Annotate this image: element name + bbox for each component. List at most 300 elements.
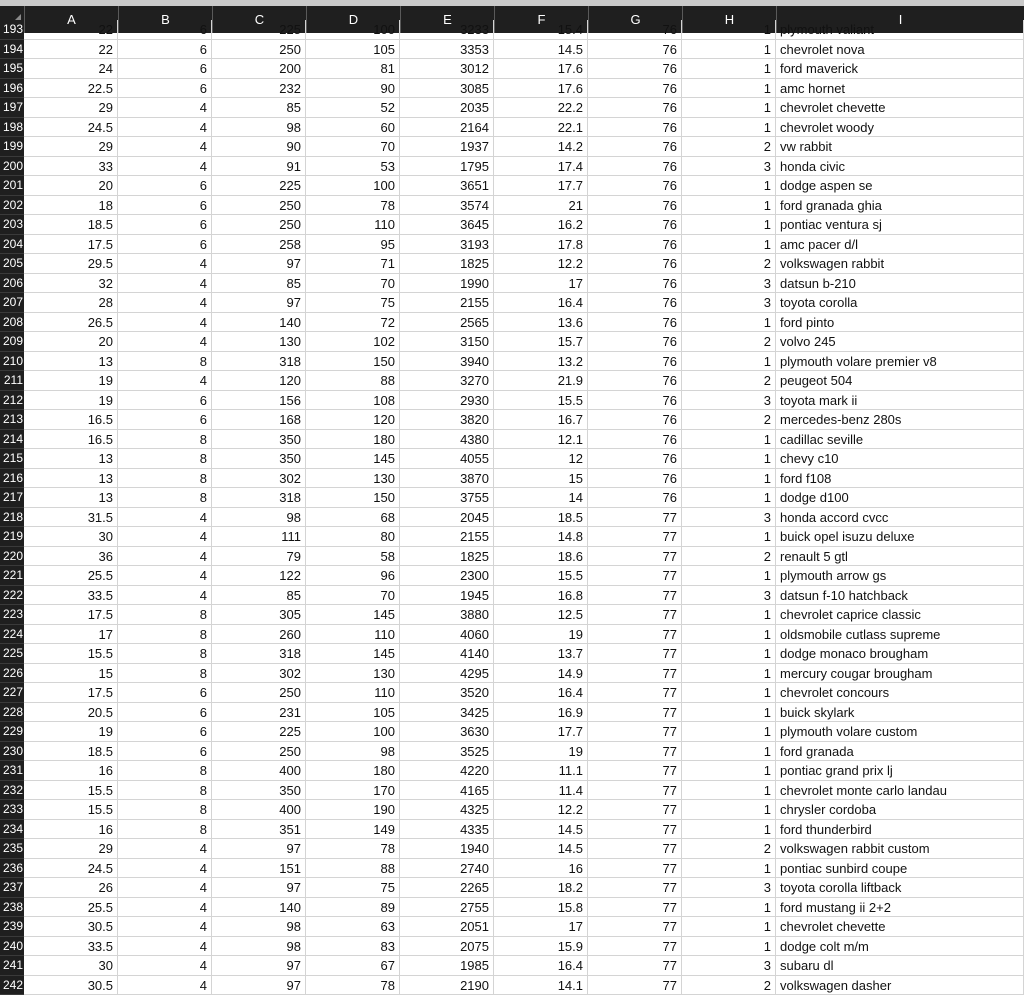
cell-c[interactable]: 91	[212, 157, 306, 177]
cell-b[interactable]: 4	[118, 898, 212, 918]
cell-c[interactable]: 111	[212, 527, 306, 547]
cell-g[interactable]: 77	[588, 917, 682, 937]
cell-h[interactable]: 1	[682, 449, 776, 469]
row-header[interactable]	[0, 293, 24, 313]
cell-c[interactable]: 98	[212, 937, 306, 957]
cell-c[interactable]: 90	[212, 137, 306, 157]
cell-c[interactable]: 85	[212, 274, 306, 294]
cell-e[interactable]: 4325	[400, 800, 494, 820]
cell-i[interactable]: peugeot 504	[776, 371, 1024, 391]
cell-g[interactable]: 77	[588, 761, 682, 781]
cell-f[interactable]: 17.8	[494, 235, 588, 255]
cell-e[interactable]: 3940	[400, 352, 494, 372]
cell-a[interactable]: 36	[24, 547, 118, 567]
cell-a[interactable]: 31.5	[24, 508, 118, 528]
cell-d[interactable]: 108	[306, 391, 400, 411]
row-header[interactable]	[0, 683, 24, 703]
cell-h[interactable]: 3	[682, 391, 776, 411]
cell-b[interactable]: 4	[118, 566, 212, 586]
cell-g[interactable]: 77	[588, 859, 682, 879]
cell-b[interactable]: 4	[118, 839, 212, 859]
cell-i[interactable]: datsun f-10 hatchback	[776, 586, 1024, 606]
cell-e[interactable]: 1940	[400, 839, 494, 859]
cell-e[interactable]: 3880	[400, 605, 494, 625]
cell-a[interactable]: 29.5	[24, 254, 118, 274]
cell-i[interactable]: renault 5 gtl	[776, 547, 1024, 567]
cell-c[interactable]: 98	[212, 118, 306, 138]
cell-c[interactable]: 250	[212, 683, 306, 703]
cell-a[interactable]: 20.5	[24, 703, 118, 723]
cell-i[interactable]: volkswagen dasher	[776, 976, 1024, 995]
cell-f[interactable]: 16.2	[494, 215, 588, 235]
cell-e[interactable]: 3525	[400, 742, 494, 762]
cell-g[interactable]: 76	[588, 274, 682, 294]
cell-i[interactable]: ford granada ghia	[776, 196, 1024, 216]
column-header-e[interactable]: E	[400, 6, 494, 33]
cell-c[interactable]: 250	[212, 742, 306, 762]
cell-a[interactable]: 20	[24, 332, 118, 352]
cell-e[interactable]: 3820	[400, 410, 494, 430]
row-header[interactable]	[0, 722, 24, 742]
cell-f[interactable]: 17.6	[494, 79, 588, 99]
cell-f[interactable]: 16.4	[494, 683, 588, 703]
row-header[interactable]	[0, 605, 24, 625]
cell-f[interactable]: 12.1	[494, 430, 588, 450]
column-header-b[interactable]: B	[118, 6, 212, 33]
cell-f[interactable]: 17.6	[494, 59, 588, 79]
row-header[interactable]	[0, 859, 24, 879]
cell-f[interactable]: 12.5	[494, 605, 588, 625]
cell-g[interactable]: 77	[588, 508, 682, 528]
cell-c[interactable]: 305	[212, 605, 306, 625]
cell-g[interactable]: 76	[588, 469, 682, 489]
cell-c[interactable]: 85	[212, 586, 306, 606]
cell-h[interactable]: 1	[682, 469, 776, 489]
cell-c[interactable]: 225	[212, 722, 306, 742]
cell-i[interactable]: chevrolet chevette	[776, 917, 1024, 937]
cell-d[interactable]: 102	[306, 332, 400, 352]
row-header[interactable]	[0, 332, 24, 352]
cell-b[interactable]: 8	[118, 605, 212, 625]
cell-i[interactable]: ford maverick	[776, 59, 1024, 79]
cell-e[interactable]: 2155	[400, 527, 494, 547]
cell-b[interactable]: 8	[118, 625, 212, 645]
cell-a[interactable]: 13	[24, 488, 118, 508]
cell-h[interactable]: 2	[682, 254, 776, 274]
cell-d[interactable]: 110	[306, 683, 400, 703]
cell-g[interactable]: 77	[588, 664, 682, 684]
cell-g[interactable]: 76	[588, 254, 682, 274]
cell-b[interactable]: 4	[118, 254, 212, 274]
cell-f[interactable]: 14.9	[494, 664, 588, 684]
row-header[interactable]	[0, 781, 24, 801]
cell-h[interactable]: 1	[682, 859, 776, 879]
cell-i[interactable]: plymouth valiant	[776, 20, 1024, 40]
cell-h[interactable]: 1	[682, 488, 776, 508]
cell-g[interactable]: 77	[588, 781, 682, 801]
cell-e[interactable]: 2190	[400, 976, 494, 995]
row-header[interactable]	[0, 235, 24, 255]
row-header[interactable]	[0, 196, 24, 216]
cell-i[interactable]: buick opel isuzu deluxe	[776, 527, 1024, 547]
cell-e[interactable]: 4335	[400, 820, 494, 840]
cell-i[interactable]: cadillac seville	[776, 430, 1024, 450]
row-header[interactable]	[0, 430, 24, 450]
cell-g[interactable]: 76	[588, 40, 682, 60]
cell-e[interactable]: 2045	[400, 508, 494, 528]
cell-b[interactable]: 8	[118, 644, 212, 664]
cell-d[interactable]: 100	[306, 722, 400, 742]
cell-a[interactable]: 24.5	[24, 118, 118, 138]
cell-i[interactable]: toyota mark ii	[776, 391, 1024, 411]
cell-i[interactable]: chevrolet woody	[776, 118, 1024, 138]
cell-f[interactable]: 14.1	[494, 976, 588, 995]
cell-f[interactable]: 18.5	[494, 508, 588, 528]
cell-h[interactable]: 1	[682, 722, 776, 742]
cell-c[interactable]: 97	[212, 976, 306, 995]
cell-g[interactable]: 76	[588, 20, 682, 40]
cell-d[interactable]: 72	[306, 313, 400, 333]
cell-a[interactable]: 24	[24, 59, 118, 79]
cell-b[interactable]: 4	[118, 527, 212, 547]
cell-a[interactable]: 18	[24, 196, 118, 216]
cell-e[interactable]: 1825	[400, 254, 494, 274]
cell-g[interactable]: 77	[588, 839, 682, 859]
cell-d[interactable]: 78	[306, 976, 400, 995]
cell-c[interactable]: 140	[212, 313, 306, 333]
cell-c[interactable]: 400	[212, 761, 306, 781]
cell-b[interactable]: 6	[118, 79, 212, 99]
cell-a[interactable]: 16	[24, 820, 118, 840]
cell-a[interactable]: 16.5	[24, 430, 118, 450]
cell-h[interactable]: 3	[682, 586, 776, 606]
row-header[interactable]	[0, 917, 24, 937]
cell-a[interactable]: 17.5	[24, 235, 118, 255]
cell-f[interactable]: 19	[494, 625, 588, 645]
column-header-g[interactable]: G	[588, 6, 682, 33]
cell-c[interactable]: 97	[212, 878, 306, 898]
cell-a[interactable]: 20	[24, 176, 118, 196]
column-header-f[interactable]: F	[494, 6, 588, 33]
cell-c[interactable]: 98	[212, 917, 306, 937]
cell-b[interactable]: 8	[118, 800, 212, 820]
cell-b[interactable]: 6	[118, 215, 212, 235]
cell-g[interactable]: 76	[588, 137, 682, 157]
cell-d[interactable]: 88	[306, 859, 400, 879]
column-header-i[interactable]: I	[776, 6, 1024, 33]
row-header[interactable]	[0, 488, 24, 508]
cell-g[interactable]: 76	[588, 196, 682, 216]
cell-e[interactable]: 4140	[400, 644, 494, 664]
cell-h[interactable]: 2	[682, 332, 776, 352]
cell-c[interactable]: 250	[212, 215, 306, 235]
cell-e[interactable]: 3645	[400, 215, 494, 235]
cell-f[interactable]: 12.2	[494, 800, 588, 820]
cell-d[interactable]: 110	[306, 625, 400, 645]
cell-a[interactable]: 30	[24, 956, 118, 976]
row-header[interactable]	[0, 839, 24, 859]
cell-f[interactable]: 18.2	[494, 878, 588, 898]
cell-i[interactable]: dodge monaco brougham	[776, 644, 1024, 664]
row-header[interactable]	[0, 625, 24, 645]
cell-h[interactable]: 2	[682, 371, 776, 391]
cell-f[interactable]: 16.7	[494, 410, 588, 430]
cell-i[interactable]: ford mustang ii 2+2	[776, 898, 1024, 918]
cell-d[interactable]: 75	[306, 878, 400, 898]
cell-e[interactable]: 2300	[400, 566, 494, 586]
cell-c[interactable]: 140	[212, 898, 306, 918]
cell-h[interactable]: 2	[682, 839, 776, 859]
cell-e[interactable]: 2930	[400, 391, 494, 411]
cell-d[interactable]: 70	[306, 274, 400, 294]
cell-e[interactable]: 1937	[400, 137, 494, 157]
cell-h[interactable]: 1	[682, 196, 776, 216]
cell-g[interactable]: 76	[588, 391, 682, 411]
cell-i[interactable]: honda accord cvcc	[776, 508, 1024, 528]
cell-c[interactable]: 350	[212, 781, 306, 801]
cell-a[interactable]: 19	[24, 391, 118, 411]
cell-i[interactable]: dodge d100	[776, 488, 1024, 508]
cell-e[interactable]: 3012	[400, 59, 494, 79]
cell-i[interactable]: dodge aspen se	[776, 176, 1024, 196]
cell-d[interactable]: 58	[306, 547, 400, 567]
cell-b[interactable]: 4	[118, 976, 212, 995]
cell-f[interactable]: 13.6	[494, 313, 588, 333]
spreadsheet-grid[interactable]	[0, 6, 1024, 985]
cell-d[interactable]: 89	[306, 898, 400, 918]
cell-h[interactable]: 2	[682, 137, 776, 157]
cell-c[interactable]: 225	[212, 20, 306, 40]
cell-g[interactable]: 77	[588, 976, 682, 995]
cell-i[interactable]: toyota corolla liftback	[776, 878, 1024, 898]
cell-b[interactable]: 8	[118, 820, 212, 840]
cell-e[interactable]: 3150	[400, 332, 494, 352]
cell-c[interactable]: 232	[212, 79, 306, 99]
cell-b[interactable]: 6	[118, 59, 212, 79]
cell-d[interactable]: 80	[306, 527, 400, 547]
cell-d[interactable]: 145	[306, 644, 400, 664]
cell-h[interactable]: 1	[682, 820, 776, 840]
cell-c[interactable]: 97	[212, 254, 306, 274]
cell-i[interactable]: ford thunderbird	[776, 820, 1024, 840]
cell-f[interactable]: 14.5	[494, 40, 588, 60]
cell-g[interactable]: 76	[588, 157, 682, 177]
cell-b[interactable]: 4	[118, 118, 212, 138]
cell-a[interactable]: 28	[24, 293, 118, 313]
row-header[interactable]	[0, 137, 24, 157]
cell-c[interactable]: 97	[212, 956, 306, 976]
cell-f[interactable]: 21.9	[494, 371, 588, 391]
column-header-h[interactable]: H	[682, 6, 776, 33]
cell-h[interactable]: 1	[682, 644, 776, 664]
cell-f[interactable]: 14.8	[494, 527, 588, 547]
cell-e[interactable]: 3520	[400, 683, 494, 703]
cell-d[interactable]: 95	[306, 235, 400, 255]
cell-h[interactable]: 1	[682, 781, 776, 801]
cell-g[interactable]: 77	[588, 742, 682, 762]
cell-e[interactable]: 4060	[400, 625, 494, 645]
cell-e[interactable]: 2755	[400, 898, 494, 918]
cell-d[interactable]: 105	[306, 703, 400, 723]
cell-c[interactable]: 97	[212, 293, 306, 313]
cell-f[interactable]: 16.4	[494, 293, 588, 313]
row-header[interactable]	[0, 274, 24, 294]
cell-d[interactable]: 180	[306, 430, 400, 450]
cell-h[interactable]: 1	[682, 917, 776, 937]
cell-d[interactable]: 149	[306, 820, 400, 840]
cell-c[interactable]: 85	[212, 98, 306, 118]
cell-d[interactable]: 52	[306, 98, 400, 118]
cell-f[interactable]: 22.2	[494, 98, 588, 118]
cell-i[interactable]: toyota corolla	[776, 293, 1024, 313]
cell-b[interactable]: 6	[118, 196, 212, 216]
cell-b[interactable]: 4	[118, 859, 212, 879]
cell-i[interactable]: oldsmobile cutlass supreme	[776, 625, 1024, 645]
cell-e[interactable]: 2075	[400, 937, 494, 957]
cell-a[interactable]: 15.5	[24, 800, 118, 820]
cell-e[interactable]: 3353	[400, 40, 494, 60]
cell-a[interactable]: 15.5	[24, 781, 118, 801]
cell-b[interactable]: 6	[118, 683, 212, 703]
cell-h[interactable]: 1	[682, 235, 776, 255]
cell-i[interactable]: honda civic	[776, 157, 1024, 177]
cell-g[interactable]: 77	[588, 586, 682, 606]
cell-h[interactable]: 1	[682, 625, 776, 645]
cell-f[interactable]: 14.2	[494, 137, 588, 157]
cell-a[interactable]: 32	[24, 274, 118, 294]
cell-h[interactable]: 1	[682, 683, 776, 703]
cell-h[interactable]: 1	[682, 430, 776, 450]
cell-d[interactable]: 190	[306, 800, 400, 820]
cell-i[interactable]: chevrolet caprice classic	[776, 605, 1024, 625]
cell-h[interactable]: 1	[682, 352, 776, 372]
cell-c[interactable]: 350	[212, 449, 306, 469]
row-header[interactable]	[0, 527, 24, 547]
cell-g[interactable]: 76	[588, 59, 682, 79]
cell-b[interactable]: 4	[118, 937, 212, 957]
cell-c[interactable]: 225	[212, 176, 306, 196]
cell-g[interactable]: 77	[588, 820, 682, 840]
cell-c[interactable]: 120	[212, 371, 306, 391]
cell-d[interactable]: 70	[306, 137, 400, 157]
cell-i[interactable]: pontiac ventura sj	[776, 215, 1024, 235]
cell-h[interactable]: 3	[682, 157, 776, 177]
cell-b[interactable]: 4	[118, 586, 212, 606]
cell-h[interactable]: 1	[682, 742, 776, 762]
cell-c[interactable]: 258	[212, 235, 306, 255]
cell-e[interactable]: 1945	[400, 586, 494, 606]
cell-d[interactable]: 88	[306, 371, 400, 391]
cell-e[interactable]: 4295	[400, 664, 494, 684]
row-header[interactable]	[0, 79, 24, 99]
cell-h[interactable]: 3	[682, 878, 776, 898]
cell-a[interactable]: 17.5	[24, 605, 118, 625]
cell-g[interactable]: 76	[588, 371, 682, 391]
cell-g[interactable]: 76	[588, 449, 682, 469]
row-header[interactable]	[0, 703, 24, 723]
cell-i[interactable]: chevy c10	[776, 449, 1024, 469]
cell-e[interactable]: 2051	[400, 917, 494, 937]
cell-b[interactable]: 6	[118, 410, 212, 430]
cell-f[interactable]: 15.9	[494, 937, 588, 957]
row-header[interactable]	[0, 40, 24, 60]
cell-h[interactable]: 1	[682, 605, 776, 625]
cell-e[interactable]: 3233	[400, 20, 494, 40]
cell-g[interactable]: 76	[588, 176, 682, 196]
row-header[interactable]	[0, 956, 24, 976]
cell-i[interactable]: chevrolet nova	[776, 40, 1024, 60]
column-header-d[interactable]: D	[306, 6, 400, 33]
cell-d[interactable]: 145	[306, 605, 400, 625]
cell-h[interactable]: 1	[682, 176, 776, 196]
cell-d[interactable]: 180	[306, 761, 400, 781]
cell-e[interactable]: 3085	[400, 79, 494, 99]
cell-i[interactable]: vw rabbit	[776, 137, 1024, 157]
cell-a[interactable]: 17.5	[24, 683, 118, 703]
cell-h[interactable]: 3	[682, 956, 776, 976]
row-header[interactable]	[0, 761, 24, 781]
cell-b[interactable]: 8	[118, 761, 212, 781]
cell-h[interactable]: 1	[682, 566, 776, 586]
cell-c[interactable]: 318	[212, 488, 306, 508]
cell-d[interactable]: 60	[306, 118, 400, 138]
cell-e[interactable]: 2035	[400, 98, 494, 118]
cell-g[interactable]: 76	[588, 118, 682, 138]
cell-a[interactable]: 18.5	[24, 742, 118, 762]
cell-d[interactable]: 78	[306, 839, 400, 859]
cell-a[interactable]: 29	[24, 839, 118, 859]
cell-b[interactable]: 8	[118, 664, 212, 684]
cell-a[interactable]: 22	[24, 20, 118, 40]
cell-b[interactable]: 4	[118, 878, 212, 898]
cell-f[interactable]: 16.8	[494, 586, 588, 606]
cell-g[interactable]: 77	[588, 644, 682, 664]
cell-g[interactable]: 76	[588, 488, 682, 508]
cell-i[interactable]: pontiac grand prix lj	[776, 761, 1024, 781]
cell-g[interactable]: 77	[588, 625, 682, 645]
cell-g[interactable]: 76	[588, 98, 682, 118]
row-header[interactable]	[0, 118, 24, 138]
cell-d[interactable]: 63	[306, 917, 400, 937]
cell-d[interactable]: 96	[306, 566, 400, 586]
cell-g[interactable]: 76	[588, 332, 682, 352]
cell-d[interactable]: 100	[306, 176, 400, 196]
cell-b[interactable]: 8	[118, 488, 212, 508]
cell-f[interactable]: 22.1	[494, 118, 588, 138]
row-header[interactable]	[0, 371, 24, 391]
cell-e[interactable]: 4055	[400, 449, 494, 469]
cell-f[interactable]: 17	[494, 917, 588, 937]
cell-c[interactable]: 302	[212, 664, 306, 684]
cell-a[interactable]: 22.5	[24, 79, 118, 99]
cell-c[interactable]: 98	[212, 508, 306, 528]
cell-c[interactable]: 231	[212, 703, 306, 723]
cell-g[interactable]: 77	[588, 703, 682, 723]
cell-h[interactable]: 1	[682, 59, 776, 79]
cell-b[interactable]: 4	[118, 313, 212, 333]
cell-e[interactable]: 3755	[400, 488, 494, 508]
cell-e[interactable]: 4380	[400, 430, 494, 450]
cell-a[interactable]: 26	[24, 878, 118, 898]
cell-c[interactable]: 97	[212, 839, 306, 859]
cell-c[interactable]: 318	[212, 352, 306, 372]
cell-f[interactable]: 14.5	[494, 820, 588, 840]
cell-d[interactable]: 70	[306, 586, 400, 606]
cell-g[interactable]: 77	[588, 605, 682, 625]
cell-e[interactable]: 3193	[400, 235, 494, 255]
cell-c[interactable]: 122	[212, 566, 306, 586]
row-header[interactable]	[0, 586, 24, 606]
